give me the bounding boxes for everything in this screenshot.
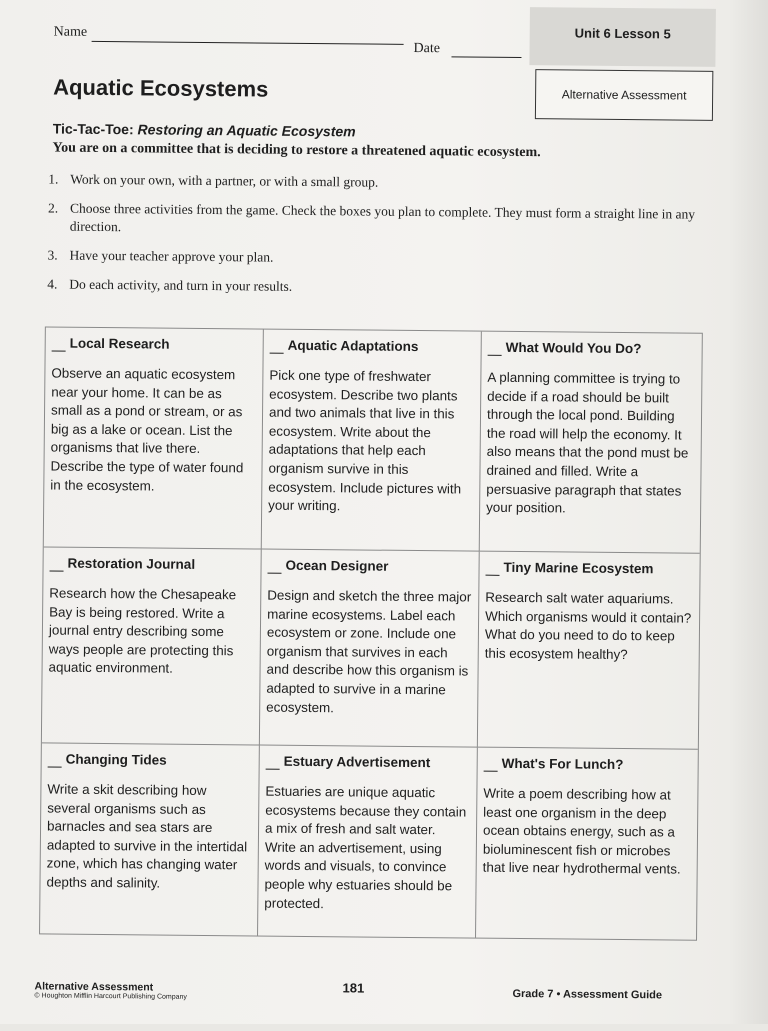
check-blank[interactable] bbox=[48, 754, 62, 767]
footer-assessment-label: Alternative Assessment bbox=[34, 980, 154, 994]
footer-copyright: © Houghton Mifflin Harcourt Publishing Company bbox=[34, 992, 187, 1001]
date-blank-line bbox=[451, 56, 521, 58]
cell-body: Write a skit describing how several organisms such as barnacles and sea stars are adapted to survive in the intertidal zone, which has changing water depths and salinity. bbox=[46, 781, 248, 891]
footer-grade-label: Grade 7 • Assessment Guide bbox=[512, 987, 663, 1002]
check-blank[interactable] bbox=[488, 343, 502, 356]
check-blank[interactable] bbox=[50, 559, 64, 572]
step-number: 2. bbox=[47, 200, 59, 216]
grid-cell-what-would-you-do bbox=[480, 332, 702, 554]
name-blank-line bbox=[92, 41, 404, 45]
date-label: Date bbox=[413, 40, 441, 57]
cell-body: Research how the Chesapeake Bay is being restored. Write a journal entry describing some ways people are protecting this aquatic environment. bbox=[48, 585, 237, 677]
instruction-list bbox=[47, 170, 708, 310]
grid-cell-changing-tides bbox=[40, 743, 260, 935]
cell-title: Tiny Marine Ecosystem bbox=[503, 559, 654, 577]
subtitle-italic: Restoring an Aquatic Ecosystem bbox=[137, 121, 356, 140]
page-title: Aquatic Ecosystems bbox=[53, 74, 269, 102]
grid-cell-local-research bbox=[44, 327, 264, 549]
assessment-type-box: Alternative Assessment bbox=[535, 69, 713, 121]
cell-title: What Would You Do? bbox=[505, 339, 642, 357]
check-blank[interactable] bbox=[266, 757, 280, 770]
unit-lesson-tab: Unit 6 Lesson 5 bbox=[529, 7, 716, 67]
cell-body: Pick one type of freshwater ecosystem. Describe two plants and two animals that live in this ecosystem. Write about the adaptations that help each organism survive in this ecosystem. Include pictures with your writing. bbox=[268, 367, 462, 514]
grid-cell-tiny-marine-ecosystem bbox=[478, 552, 700, 750]
footer-left bbox=[34, 980, 187, 1000]
instruction-step bbox=[48, 170, 708, 194]
check-blank[interactable] bbox=[268, 561, 282, 574]
grid-cell-aquatic-adaptations bbox=[262, 330, 482, 552]
cell-body: Write a poem describing how at least one organism in the deep ocean obtains energy, such as a bioluminescent fish or microbes that live near hydrothermal vents. bbox=[482, 785, 681, 877]
cell-body: Design and sketch the three major marine ecosystems. Label each ecosystem or zone. Include one organism that survives in each and describe how this organism is adapted to survive in a marine ecosystem. bbox=[266, 587, 472, 715]
grid-cell-ocean-designer bbox=[260, 550, 480, 748]
cell-title: What's For Lunch? bbox=[501, 755, 624, 773]
tic-tac-toe-grid bbox=[39, 326, 703, 940]
subtitle-prefix: Tic-Tac-Toe: bbox=[52, 120, 134, 138]
grid-cell-restoration-journal bbox=[42, 547, 262, 745]
cell-title: Estuary Advertisement bbox=[283, 753, 431, 771]
name-label: Name bbox=[53, 24, 88, 40]
cell-title: Local Research bbox=[69, 335, 170, 352]
cell-title: Changing Tides bbox=[65, 751, 167, 768]
cell-body: Research salt water aquariums. Which organisms would it contain? What do you need to do to keep this ecosystem healthy? bbox=[484, 589, 692, 662]
check-blank[interactable] bbox=[52, 339, 66, 352]
instruction-step bbox=[47, 246, 707, 270]
instruction-step bbox=[47, 275, 707, 299]
cell-title: Ocean Designer bbox=[285, 557, 389, 574]
grid-cell-whats-for-lunch bbox=[476, 748, 698, 940]
activity-subtitle bbox=[53, 121, 356, 140]
step-text: Do each activity, and turn in your results. bbox=[69, 276, 293, 294]
check-blank[interactable] bbox=[270, 341, 284, 354]
cell-body: Observe an aquatic ecosystem near your home. It can be as small as a pond or stream, or as big as a lake or ocean. List the organisms that live there. Describe the type of water found in the ecosystem. bbox=[50, 365, 244, 494]
cell-body: Estuaries are unique aquatic ecosystems because they contain a mix of fresh and salt water. Write an advertisement, using words and visuals, to convince people why estuaries should be protected. bbox=[264, 783, 467, 911]
step-number: 1. bbox=[48, 171, 59, 187]
cell-body: A planning committee is trying to decide if a road should be built through the local pond. Building the road will help the economy. It also means that the pond must be drained and filled. Write a persuasive paragraph that states your position. bbox=[486, 369, 689, 516]
check-blank[interactable] bbox=[484, 759, 498, 772]
step-text: Work on your own, with a partner, or with a small group. bbox=[70, 171, 379, 190]
cell-title: Restoration Journal bbox=[67, 555, 196, 572]
step-number: 4. bbox=[47, 276, 58, 292]
step-text: Have your teacher approve your plan. bbox=[69, 247, 274, 265]
cell-title: Aquatic Adaptations bbox=[287, 337, 419, 355]
grid-cell-estuary-advertisement bbox=[258, 746, 478, 938]
page-number: 181 bbox=[342, 980, 365, 996]
check-blank[interactable] bbox=[485, 563, 499, 576]
instruction-step bbox=[48, 199, 708, 241]
intro-text: You are on a committee that is deciding to restore a threatened aquatic ecosystem. bbox=[52, 140, 541, 161]
step-text: Choose three activities from the game. Check the boxes you plan to complete. They must form a straight line in any direction. bbox=[69, 200, 696, 235]
step-number: 3. bbox=[47, 247, 58, 263]
